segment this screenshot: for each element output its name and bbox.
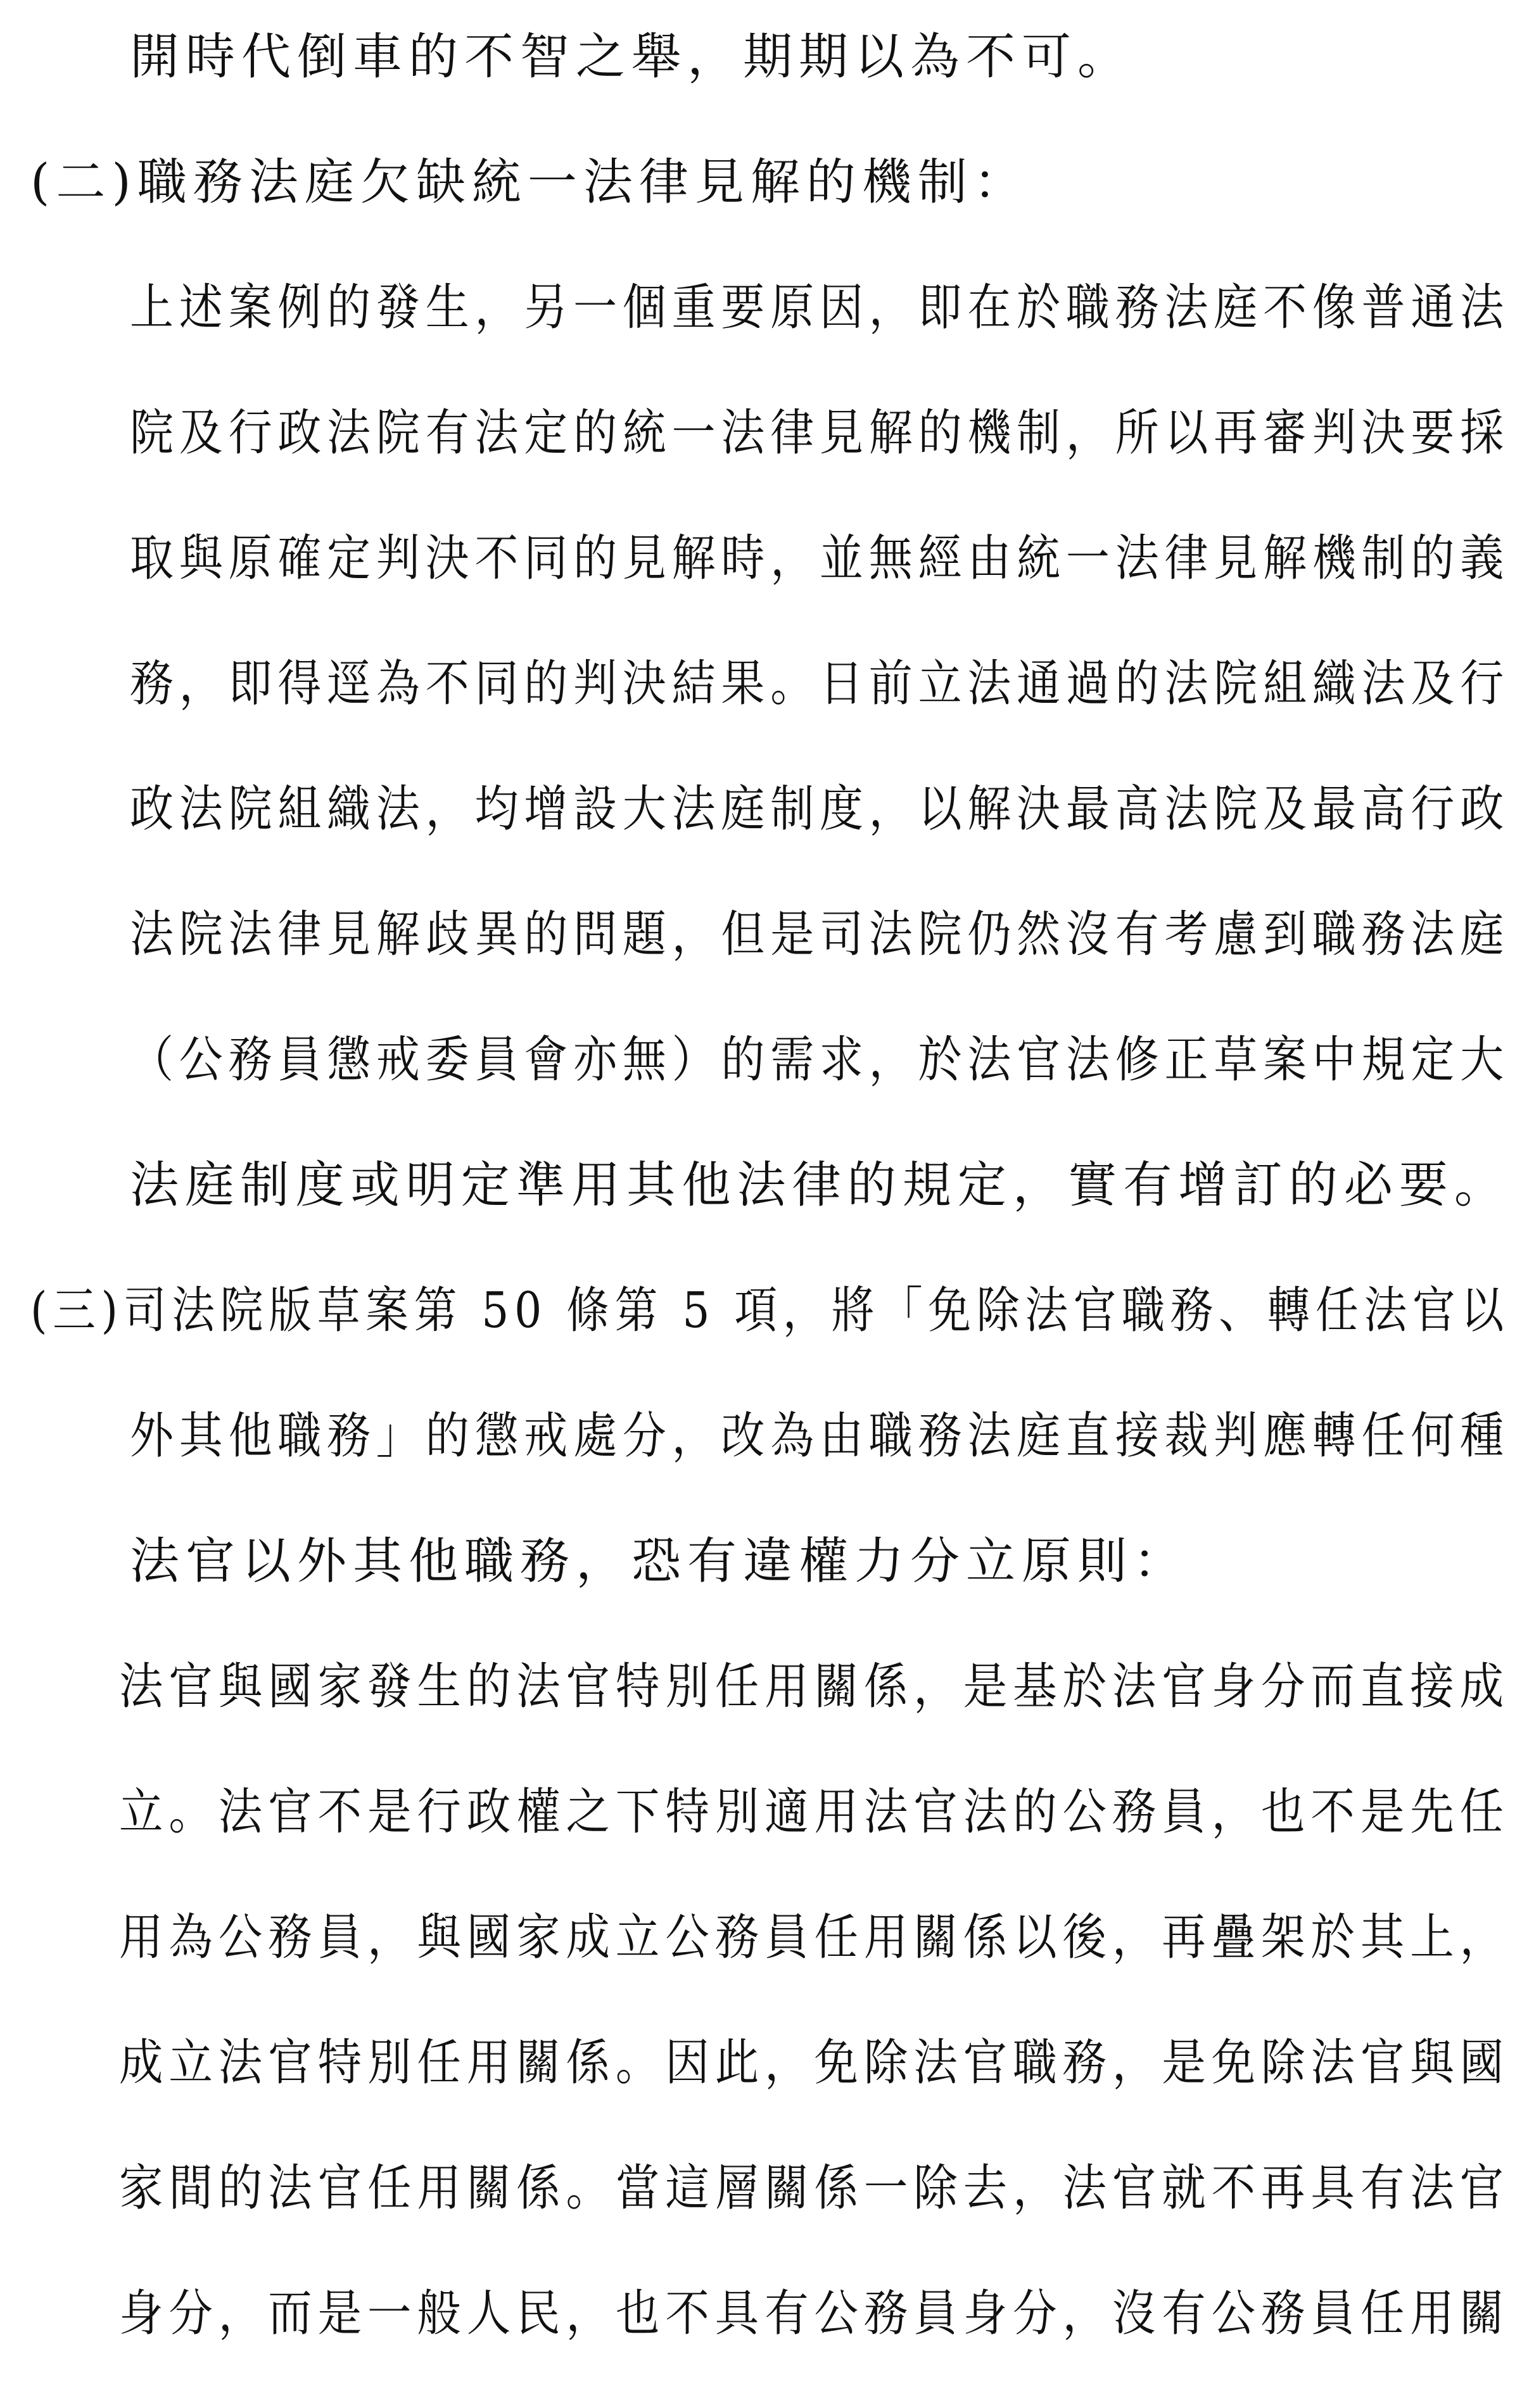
- text-line-12: 外其他職務」的懲戒處分，改為由職務法庭直接裁判應轉任何種: [130, 1408, 1510, 1465]
- text-line-14: 法官與國家發生的法官特別任用關係，是基於法官身分而直接成: [119, 1658, 1510, 1715]
- text-line-18: 家間的法官任用關係。當這層關係一除去，法官就不再具有法官: [119, 2160, 1510, 2217]
- text-line-7: 政法院組織法，均增設大法庭制度，以解決最高法院及最高行政: [130, 781, 1510, 838]
- text-line-19: 身分，而是一般人民，也不具有公務員身分，沒有公務員任用關: [119, 2285, 1510, 2342]
- text-line-5: 取與原確定判決不同的見解時，並無經由統一法律見解機制的義: [130, 530, 1510, 587]
- text-line-10: 法庭制度或明定準用其他法律的規定，實有增訂的必要。: [130, 1157, 1510, 1214]
- text-line-3: 上述案例的發生，另一個重要原因，即在於職務法庭不像普通法: [130, 279, 1510, 336]
- text-line-4: 院及行政法院有法定的統一法律見解的機制，所以再審判決要採: [130, 405, 1510, 462]
- text-line-6: 務，即得逕為不同的判決結果。日前立法通過的法院組織法及行: [130, 655, 1510, 712]
- text-line-1: 開時代倒車的不智之舉，期期以為不可。: [130, 28, 1134, 85]
- text-line-9: （公務員懲戒委員會亦無）的需求，於法官法修正草案中規定大: [130, 1031, 1510, 1088]
- section-heading-3: (三)司法院版草案第 50 條第 5 項，將「免除法官職務、轉任法官以: [30, 1282, 1509, 1339]
- text-line-17: 成立法官特別任用關係。因此，免除法官職務，是免除法官與國: [119, 2034, 1510, 2091]
- section-heading-2: (二)職務法庭欠缺統一法律見解的機制：: [30, 154, 1029, 211]
- text-line-13: 法官以外其他職務，恐有違權力分立原則：: [130, 1533, 1189, 1590]
- text-line-15: 立。法官不是行政權之下特別適用法官法的公務員，也不是先任: [119, 1784, 1510, 1841]
- text-line-8: 法院法律見解歧異的問題，但是司法院仍然沒有考慮到職務法庭: [130, 906, 1510, 963]
- text-line-16: 用為公務員，與國家成立公務員任用關係以後，再疊架於其上，: [119, 1909, 1510, 1966]
